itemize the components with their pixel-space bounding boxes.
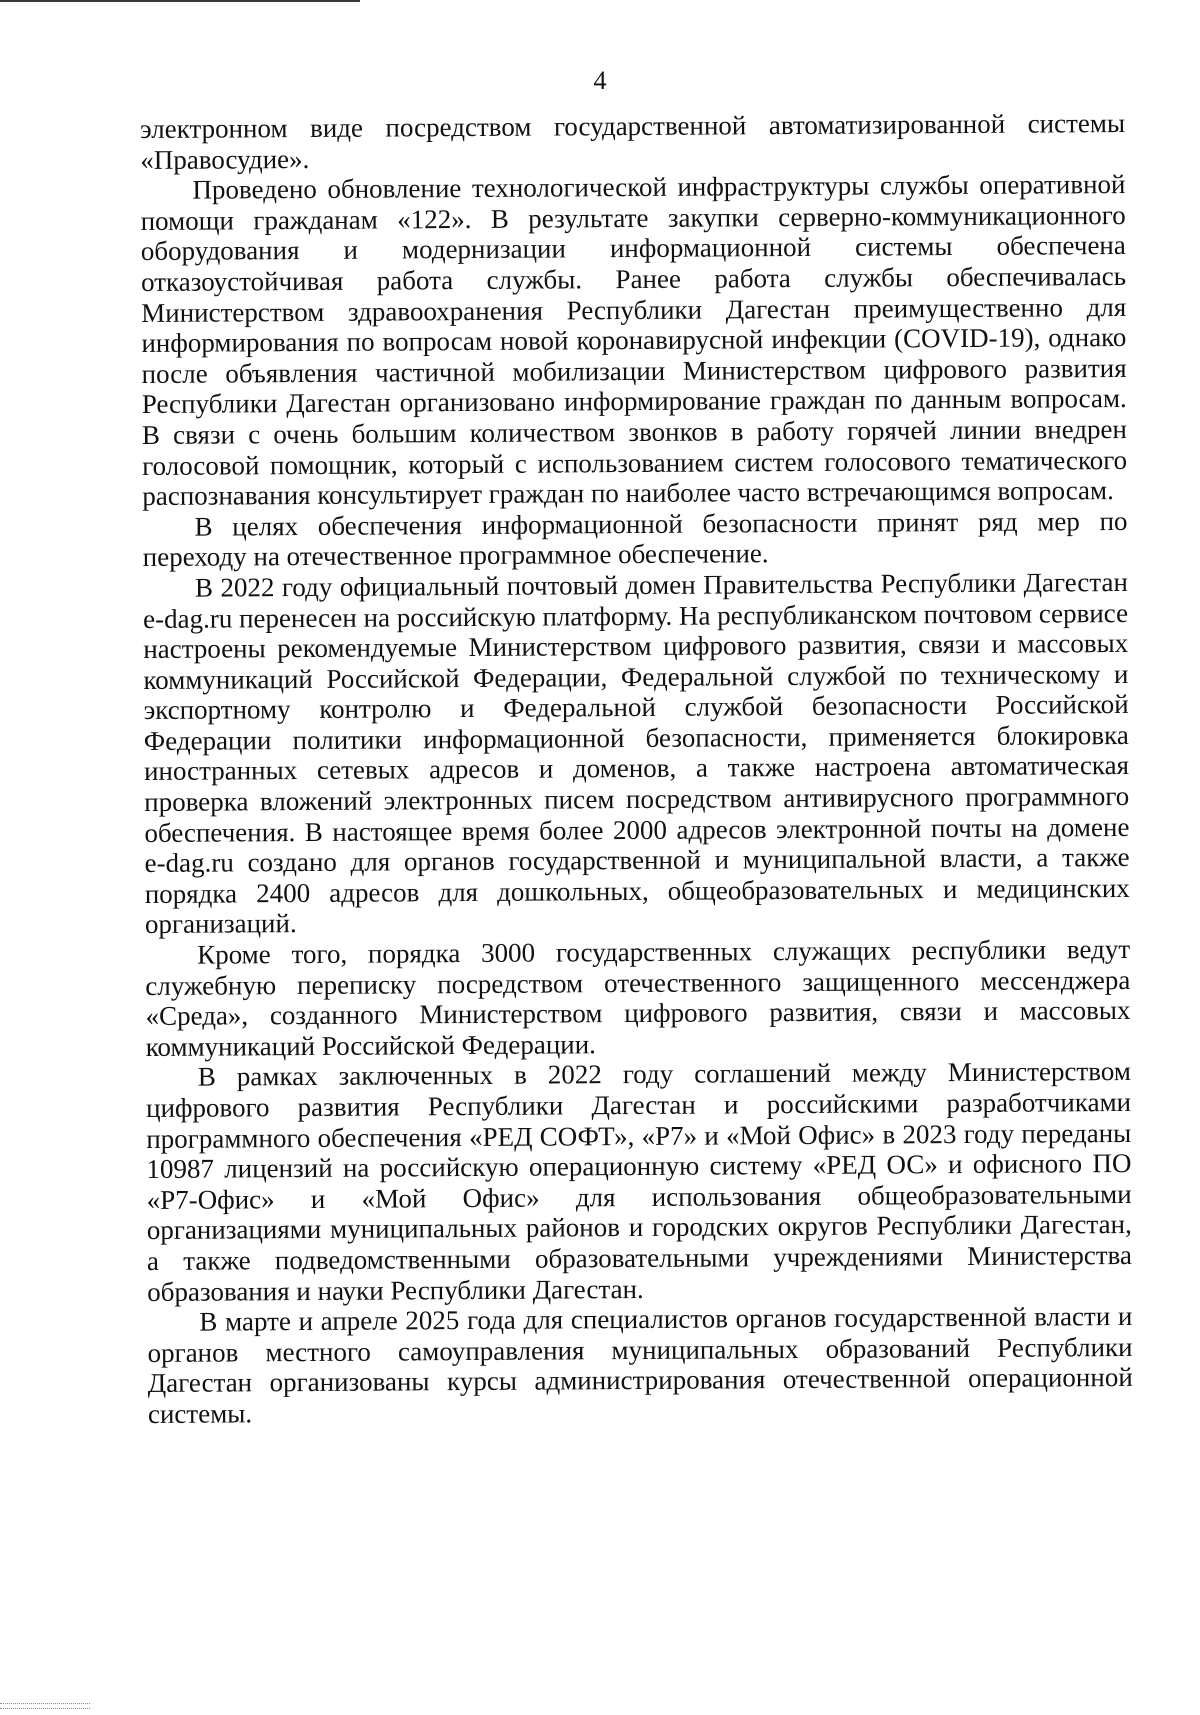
document-body <box>140 108 1133 1430</box>
paragraph-courses: В марте и апреле 2025 года для специалистов органов государственной власти и органов местного самоуправления муниципальных образований Республики Дагестан организованы курсы администрирования отечественной операционной системы. <box>147 1301 1133 1429</box>
paragraph-continuation: электронном виде посредством государственной автоматизированной системы «Правосудие». <box>140 107 1126 175</box>
paragraph-mail-domain: В 2022 году официальный почтовый домен Правительства Республики Дагестан e-dag.ru перенесен на российскую платформу. На республиканском почтовом сервисе настроены рекомендуемые Министерством цифрового развития, связи и массовых коммуникаций Российской Федерации, Федеральной службой по техническому и экспортному контролю и Федеральной службой безопасности Российской Федерации политики информационной безопасности, применяется блокировка иностранных сетевых адресов и доменов, а также настроена автоматическая проверка вложений электронных писем посредством антивирусного программного обеспечения. В настоящее время более 2000 адресов электронной почты на домене e-dag.ru создано для органов государственной и муниципальной власти, а также порядка 2400 адресов для дошкольных, общеобразовательных и медицинских организаций. <box>142 566 1130 940</box>
paragraph-service-122: Проведено обновление технологической инфраструктуры службы оперативной помощи гражданам «122». В результате закупки серверно-коммуникационного оборудования и модернизации информационной системы обеспечена отказоустойчивая работа службы. Ранее работа службы обеспечивалась Министерством здравоохранения Республики Дагестан преимущественно для информирования по вопросам новой коронавирусной инфекции (COVID-19), однако после объявления частичной мобилизации Министерством цифрового развития Республики Дагестан организовано информирование граждан по данным вопросам. В связи с очень большим количеством звонков в работу горячей линии внедрен голосовой помощник, который с использованием систем голосового тематического распознавания консультирует граждан по наиболее часто встречающимся вопросам. <box>140 169 1128 512</box>
paragraph-info-security: В целях обеспечения информационной безопасности принят ряд мер по переходу на отечественное программное обеспечение. <box>142 505 1128 573</box>
paragraph-licenses: В рамках заключенных в 2022 году соглашений между Министерством цифрового развития Республики Дагестан и российскими разработчиками программного обеспечения «РЕД СОФТ», «Р7» и «Мой Офис» в 2023 году переданы 10987 лицензий на российскую операционную систему «РЕД ОС» и офисного ПО «Р7-Офис» и «Мой Офис» для использования общеобразовательными организациями муниципальных районов и городских округов Республики Дагестан, а также подведомственными образовательными учреждениями Министерства образования и науки Республики Дагестан. <box>145 1056 1133 1307</box>
scan-edge-top <box>0 0 360 2</box>
paragraph-messenger: Кроме того, порядка 3000 государственных служащих республики ведут служебную переписку посредством отечественного защищенного мессенджера «Среда», созданного Министерством цифрового развития, связи и массовых коммуникаций Российской Федерации. <box>145 933 1131 1062</box>
page-number: 4 <box>593 66 607 95</box>
scan-edge-bottom <box>0 1703 90 1709</box>
